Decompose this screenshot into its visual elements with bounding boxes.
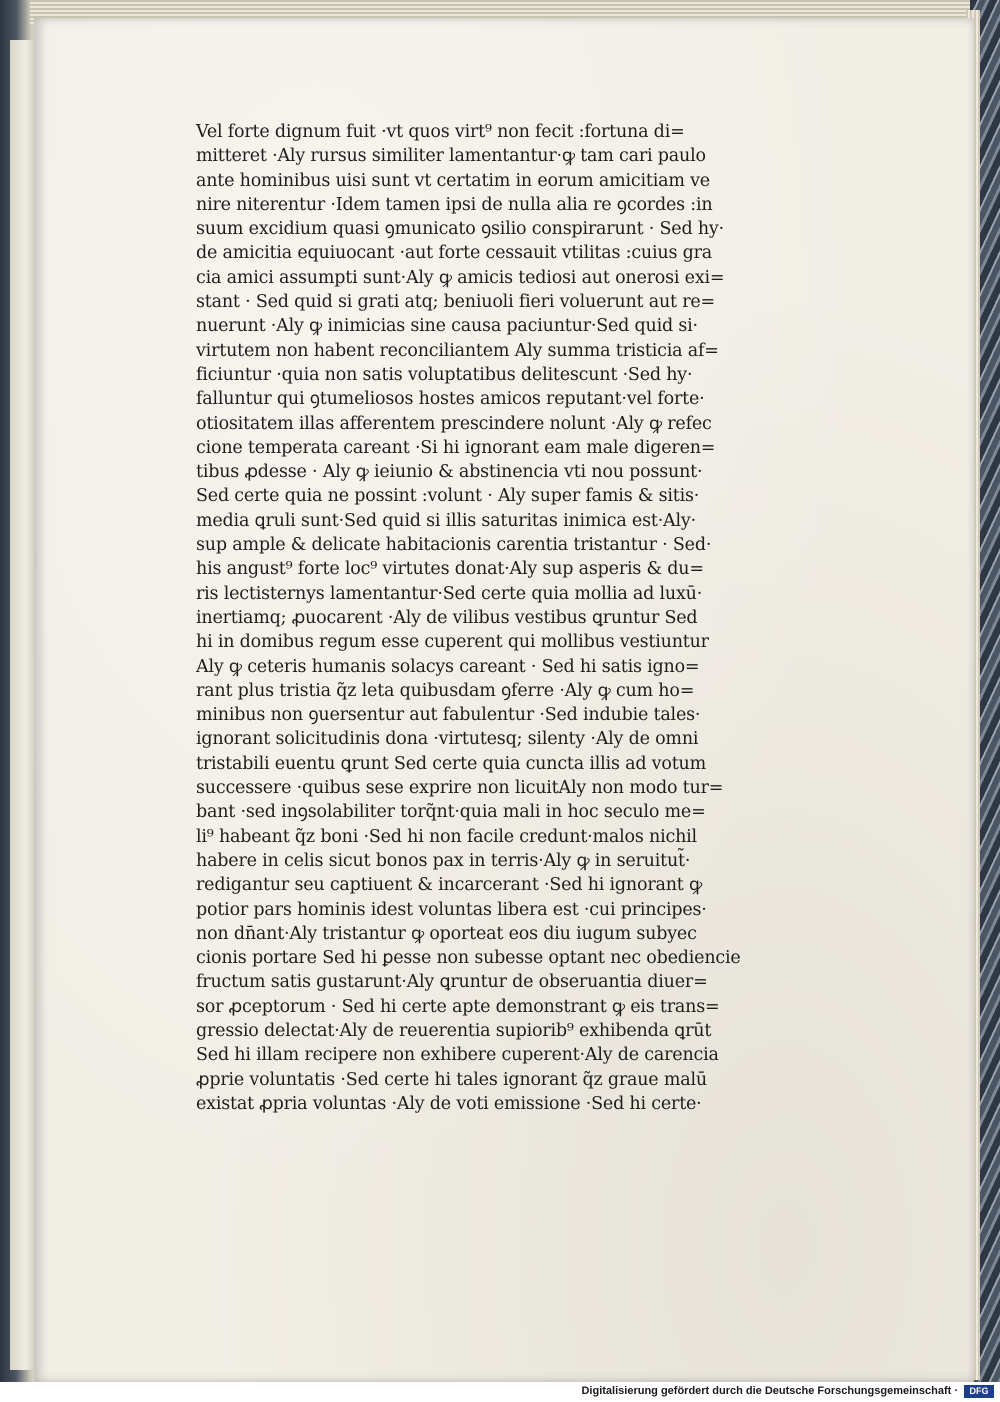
text-line: sup ample & delicate habitacionis carentia tristantur · Sed· xyxy=(196,535,712,556)
footer-bar xyxy=(0,1382,1000,1402)
text-line: nuerunt ·Aly ꝙ inimicias sine causa paciuntur·Sed quid si· xyxy=(196,316,698,337)
text-line: cione temperata careant ·Si hi ignorant eam male digeren= xyxy=(196,437,716,458)
text-line: Sed certe quia ne possint :volunt · Aly super famis & sitis· xyxy=(196,486,700,507)
text-line: hi in domibus regum esse cuperent qui mollibus vestiuntur xyxy=(196,632,709,653)
text-line: suum excidium quasi ꝯmunicato ꝯsilio conspirarunt · Sed hy· xyxy=(196,219,724,240)
text-line: his angust⁹ forte loc⁹ virtutes donat·Aly sup asperis & du= xyxy=(196,559,704,580)
text-line: tibus ꝓdesse · Aly ꝙ ieiunio & abstinencia vti nou possunt· xyxy=(196,462,703,483)
text-line: mitteret ·Aly rursus similiter lamentantur·ꝙ tam cari paulo xyxy=(196,146,706,167)
text-line: media ꝗruli sunt·Sed quid si illis saturitas inimica est·Aly· xyxy=(196,510,696,531)
text-line: bant ·sed inꝯsolabiliter torq̃nt·quia mali in hoc seculo me= xyxy=(196,802,706,823)
text-line: Aly ꝙ ceteris humanis solacys careant · Sed hi satis igno= xyxy=(196,656,700,677)
text-line: li⁹ habeant q̃z boni ·Sed hi non facile credunt·malos nichil xyxy=(196,826,697,847)
text-line: sor ꝓceptorum · Sed hi certe apte demonstrant ꝙ eis trans= xyxy=(196,996,720,1017)
text-block xyxy=(196,120,796,1116)
digitization-credit: Digitalisierung gefördert durch die Deutsche Forschungsgemeinschaft · xyxy=(581,1385,958,1397)
text-line: gressio delectat·Aly de reuerentia supiorib⁹ exhibenda ꝗrūt xyxy=(196,1020,712,1041)
text-line: de amicitia equiuocant ·aut forte cessauit vtilitas :cuius gra xyxy=(196,243,713,264)
text-line: habere in celis sicut bonos pax in terris·Aly ꝙ in seruitut̃· xyxy=(196,850,691,871)
text-line: potior pars hominis idest voluntas libera est ·cui principes· xyxy=(196,899,707,920)
text-line: ꝓprie voluntatis ·Sed certe hi tales ignorant q̃z graue malū xyxy=(196,1069,707,1090)
text-line: ris lectisternys lamentantur·Sed certe quia mollia ad luxū· xyxy=(196,583,703,604)
text-line: cionis portare Sed hi ꝑesse non subesse optant nec obediencie xyxy=(196,948,741,969)
text-line: stant · Sed quid si grati atq; beniuoli fieri voluerunt aut re= xyxy=(196,292,716,313)
text-line: ante hominibus uisi sunt vt certatim in eorum amicitiam ve xyxy=(196,170,710,191)
text-line: tristabili euentu ꝗrunt Sed certe quia cuncta illis ad votum xyxy=(196,753,707,774)
text-line: Vel forte dignum fuit ·vt quos virt⁹ non fecit :fortuna di= xyxy=(196,122,685,142)
text-line: ignorant solicitudinis dona ·virtutesq; silenty ·Aly de omni xyxy=(196,729,699,750)
text-line: ficiuntur ·quia non satis voluptatibus delitescunt ·Sed hy· xyxy=(196,364,693,385)
text-line: redigantur seu captiuent & incarcerant ·Sed hi ignorant ꝙ xyxy=(196,875,702,896)
text-line: inertiamq; ꝓuocarent ·Aly de vilibus vestibus ꝗruntur Sed xyxy=(196,607,698,628)
left-page-edge xyxy=(10,40,36,1370)
dfg-logo-icon: DFG xyxy=(964,1385,994,1398)
text-line: minibus non ꝯuersentur aut fabulentur ·Sed indubie tales· xyxy=(196,705,701,726)
text-line: virtutem non habent reconciliantem Aly summa tristicia af= xyxy=(196,340,719,361)
text-line: nire niterentur ·Idem tamen ipsi de nulla alia re ꝯcordes :in xyxy=(196,194,713,215)
text-line: rant plus tristia q̃z leta quibusdam ꝯferre ·Aly ꝙ cum ho= xyxy=(196,680,695,701)
text-line: fructum satis gustarunt·Aly ꝗruntur de obseruantia diuer= xyxy=(196,972,708,993)
text-line: Sed hi illam recipere non exhibere cuperent·Aly de carencia xyxy=(196,1045,719,1066)
text-line: falluntur qui ꝯtumeliosos hostes amicos reputant·vel forte· xyxy=(196,389,705,410)
text-line: non dn̄ant·Aly tristantur ꝙ oporteat eos diu iugum subyec xyxy=(196,923,697,944)
text-line: otiositatem illas afferentem prescindere nolunt ·Aly ꝙ refec xyxy=(196,413,712,434)
text-line: successere ·quibus sese exprire non licuitAly non modo tur= xyxy=(196,778,724,799)
text-line: existat ꝓpria voluntas ·Aly de voti emissione ·Sed hi certe· xyxy=(196,1093,702,1114)
text-line: cia amici assumpti sunt·Aly ꝙ amicis tediosi aut onerosi exi= xyxy=(196,267,725,288)
